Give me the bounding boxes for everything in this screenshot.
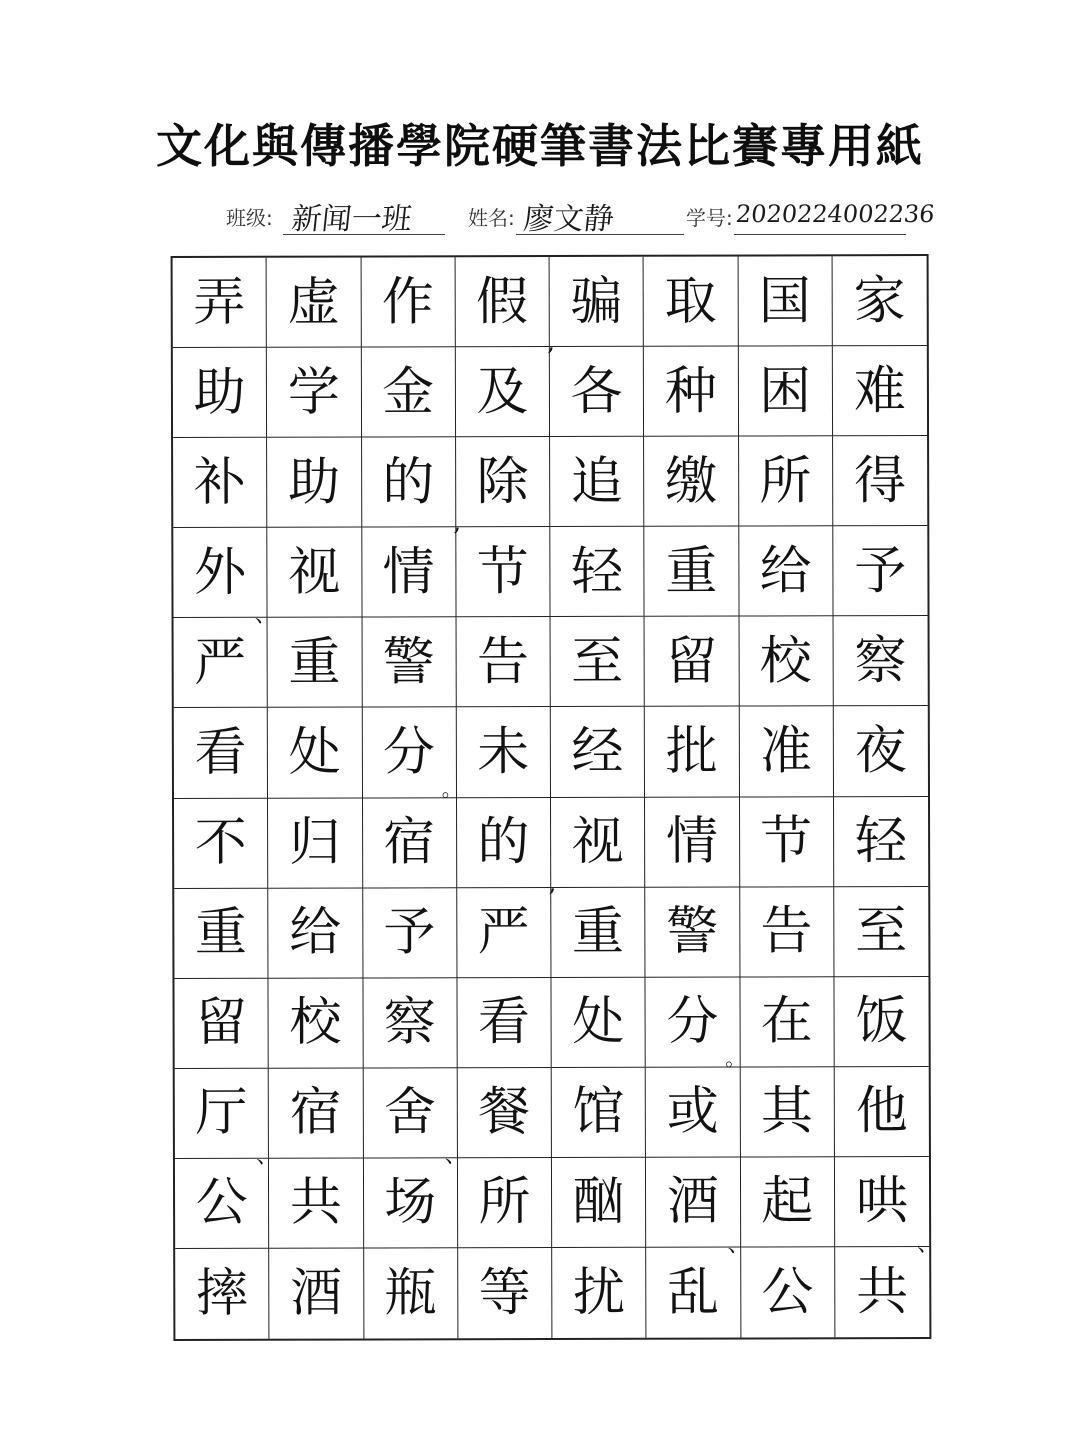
- grid-cell: [739, 617, 833, 707]
- handwritten-character: 节: [760, 811, 813, 872]
- handwritten-character: 扰: [572, 1262, 626, 1323]
- grid-cell: [362, 618, 456, 708]
- handwritten-character: 至: [571, 631, 624, 692]
- grid-cell: [362, 527, 456, 617]
- name-underline: [516, 234, 684, 235]
- handwritten-character: 共: [289, 1172, 343, 1234]
- grid-cell: [646, 1067, 740, 1157]
- grid-cell: [740, 887, 834, 977]
- grid-cell: [173, 258, 267, 348]
- handwritten-character: 告: [760, 901, 813, 962]
- handwritten-character: 哄: [855, 1171, 909, 1232]
- grid-cell: [457, 798, 557, 897]
- handwritten-character: 轻: [854, 811, 908, 872]
- grid-cell: [740, 1067, 834, 1157]
- grid-cell: [739, 527, 833, 617]
- name-label: 姓名:: [468, 206, 515, 230]
- handwritten-character: 瓶: [384, 1263, 437, 1324]
- grid-cell: [834, 797, 928, 887]
- handwritten-character: 重: [194, 902, 248, 964]
- student-info-row: [0, 192, 1080, 242]
- grid-cell: [551, 707, 645, 797]
- grid-cell: [458, 1158, 552, 1248]
- handwritten-character: 学: [287, 362, 340, 423]
- grid-cell: [738, 346, 832, 436]
- handwritten-character: 场: [384, 1172, 437, 1233]
- grid-cell: [364, 1248, 458, 1338]
- handwritten-character: 等: [478, 1263, 531, 1324]
- name-value: 廖文静: [521, 202, 616, 237]
- handwritten-character: 批: [665, 721, 718, 782]
- handwritten-character: 金: [381, 361, 435, 423]
- handwritten-character: 予: [854, 540, 907, 601]
- handwritten-character: 及: [476, 361, 529, 422]
- grid-cell: [269, 978, 363, 1068]
- handwritten-character: 宿: [383, 812, 436, 873]
- handwritten-character: 的: [382, 452, 435, 513]
- handwritten-character: 起: [761, 1171, 814, 1232]
- handwritten-character: 校: [759, 631, 812, 692]
- grid-cell: [173, 528, 277, 629]
- punctuation-mark: 、: [727, 1232, 750, 1258]
- handwritten-character: 种: [664, 361, 717, 422]
- handwritten-character: 告: [476, 631, 530, 693]
- student-id-underline: [734, 234, 906, 235]
- handwritten-character: 困: [758, 360, 812, 422]
- handwritten-character: 助: [193, 362, 246, 423]
- handwritten-character: 虚: [287, 272, 340, 333]
- handwritten-character: 难: [853, 360, 906, 421]
- handwritten-character: 分: [382, 722, 436, 783]
- grid-cell: [645, 617, 739, 707]
- handwritten-character: 骗: [570, 271, 623, 332]
- grid-cell: [268, 708, 362, 798]
- grid-cell: [552, 1068, 646, 1158]
- grid-cell: [741, 1247, 835, 1337]
- handwritten-character: 假: [475, 271, 529, 332]
- punctuation-mark: 、: [254, 603, 277, 629]
- grid-cell: [363, 888, 457, 978]
- grid-cell: [457, 888, 551, 978]
- handwritten-character: 分: [666, 991, 719, 1052]
- grid-cell: [361, 257, 455, 347]
- handwritten-character: 公: [761, 1262, 814, 1323]
- grid-cell: [551, 887, 645, 977]
- punctuation-mark: 、: [444, 1143, 467, 1169]
- handwritten-character: 严: [194, 632, 247, 693]
- grid-cell: [740, 977, 834, 1067]
- grid-cell: [834, 977, 928, 1067]
- grid-cell: [363, 1068, 467, 1169]
- punctuation-mark: 、: [917, 1231, 940, 1257]
- handwritten-character: 饭: [855, 991, 908, 1052]
- grid-cell: [550, 527, 644, 617]
- handwritten-character: 追: [570, 451, 623, 512]
- grid-cell: [268, 888, 362, 978]
- grid-cell: [362, 437, 462, 537]
- handwritten-character: 舍: [383, 1082, 437, 1143]
- punctuation-mark: ,: [453, 508, 462, 537]
- handwritten-character: 家: [853, 270, 906, 331]
- grid-cell: [174, 798, 268, 888]
- grid-cell: [267, 438, 361, 528]
- punctuation-mark: ,: [548, 868, 557, 897]
- handwritten-character: 缴: [664, 451, 718, 512]
- grid-cell: [175, 1159, 269, 1249]
- grid-cell: [834, 887, 928, 977]
- grid-cell: [362, 708, 462, 801]
- grid-cell: [269, 1068, 363, 1158]
- handwritten-character: 得: [853, 450, 907, 511]
- handwritten-character: 补: [193, 452, 246, 513]
- grid-cell: [833, 616, 927, 706]
- grid-cell: [174, 888, 268, 978]
- grid-cell: [835, 1157, 940, 1257]
- handwritten-character: 助: [287, 452, 341, 513]
- handwritten-character: 察: [383, 992, 436, 1053]
- grid-cell: [645, 797, 739, 887]
- grid-cell: [645, 707, 739, 797]
- grid-cell: [646, 977, 746, 1071]
- handwritten-character: 归: [288, 812, 342, 873]
- handwritten-character: 处: [572, 992, 625, 1053]
- handwritten-character: 宿: [289, 1082, 342, 1143]
- grid-cell: [269, 1158, 363, 1248]
- handwritten-character: 未: [477, 722, 530, 783]
- student-id-label: 学号:: [686, 206, 733, 230]
- grid-cell: [456, 437, 550, 527]
- handwritten-character: 馆: [572, 1082, 625, 1143]
- grid-cell: [174, 708, 268, 798]
- handwritten-character: 国: [758, 270, 811, 331]
- grid-cell: [739, 436, 833, 526]
- grid-cell: [645, 527, 739, 617]
- grid-cell: [269, 1248, 363, 1338]
- grid-cell: [458, 1248, 552, 1338]
- handwritten-character: 重: [288, 632, 341, 693]
- grid-cell: [739, 797, 833, 887]
- grid-cell: [175, 1249, 269, 1339]
- grid-cell: [267, 348, 361, 438]
- grid-cell: [456, 347, 550, 437]
- grid-cell: [646, 1157, 750, 1258]
- handwritten-character: 所: [478, 1172, 531, 1233]
- handwritten-character: 酗: [572, 1172, 625, 1233]
- grid-cell: [173, 438, 267, 528]
- handwritten-character: 除: [476, 451, 529, 512]
- handwritten-character: 看: [194, 722, 247, 783]
- handwritten-character: 共: [856, 1262, 909, 1323]
- grid-cell: [551, 617, 645, 707]
- grid-cell: [552, 1158, 646, 1248]
- handwritten-character: 留: [195, 992, 248, 1054]
- handwritten-character: 视: [571, 811, 624, 872]
- sheet-title: 文化與傳播學院硬筆書法比賽專用紙: [156, 119, 924, 173]
- grid-cell: [644, 257, 738, 347]
- grid-cell: [174, 618, 268, 708]
- handwritten-character: 取: [664, 271, 717, 332]
- grid-cell: [551, 797, 645, 887]
- grid-cell: [551, 977, 645, 1067]
- handwritten-character: 警: [382, 632, 435, 693]
- grid-cell: [833, 346, 927, 436]
- handwritten-character: 给: [759, 541, 812, 602]
- handwritten-character: 乱: [667, 1262, 720, 1323]
- handwritten-character: 经: [571, 721, 624, 782]
- handwritten-character: 外: [193, 542, 247, 603]
- grid-cell: [552, 1248, 646, 1338]
- handwritten-character: 所: [759, 451, 812, 512]
- class-underline: [283, 234, 445, 235]
- grid-cell: [268, 618, 362, 708]
- handwritten-character: 情: [382, 542, 435, 603]
- handwritten-character: 察: [854, 630, 907, 692]
- handwritten-character: 看: [477, 992, 531, 1053]
- punctuation-mark: 。: [725, 1046, 746, 1071]
- grid-cell: [646, 1247, 740, 1337]
- punctuation-mark: ,: [547, 328, 555, 357]
- handwritten-character: 处: [288, 722, 341, 783]
- handwritten-character: 酒: [290, 1263, 343, 1324]
- grid-cell: [833, 436, 927, 526]
- student-id-value: 2020224002236: [734, 200, 936, 228]
- handwritten-character: 厅: [195, 1083, 248, 1144]
- grid-cell: [268, 798, 362, 888]
- grid-cell: [644, 347, 738, 437]
- handwritten-character: 重: [665, 541, 718, 602]
- handwritten-character: 至: [855, 901, 908, 962]
- handwritten-character: 留: [665, 631, 718, 692]
- punctuation-mark: 、: [256, 1143, 279, 1169]
- handwritten-character: 轻: [570, 541, 624, 602]
- punctuation-mark: 。: [441, 776, 462, 801]
- grid-cell: [739, 707, 833, 797]
- handwritten-character: 严: [477, 902, 530, 963]
- handwritten-character: 或: [666, 1081, 719, 1142]
- handwritten-character: 情: [665, 811, 719, 872]
- handwritten-character: 各: [570, 361, 623, 422]
- handwritten-character: 准: [759, 721, 813, 782]
- handwritten-character: 重: [571, 901, 625, 963]
- handwritten-character: 视: [288, 542, 341, 603]
- handwritten-character: 他: [855, 1081, 908, 1142]
- handwritten-character: 给: [289, 902, 342, 963]
- grid-cell: [363, 798, 457, 888]
- grid-cell: [455, 257, 555, 357]
- grid-cell: [363, 978, 457, 1068]
- grid-cell: [550, 437, 644, 527]
- grid-cell: [363, 1158, 457, 1248]
- class-label: 班级:: [226, 206, 273, 230]
- grid-cell: [457, 1068, 551, 1158]
- handwritten-character: 弄: [193, 272, 246, 333]
- grid-cell: [550, 257, 644, 347]
- handwritten-character: 的: [477, 812, 530, 873]
- grid-cell: [175, 1068, 279, 1169]
- handwritten-character: 酒: [666, 1171, 720, 1233]
- handwritten-character: 餐: [478, 1082, 531, 1143]
- grid-cell: [174, 978, 268, 1068]
- grid-cell: [268, 528, 362, 618]
- grid-cell: [550, 347, 644, 437]
- grid-cell: [361, 347, 455, 437]
- handwritten-character: 作: [381, 271, 434, 332]
- grid-cell: [456, 527, 550, 617]
- grid-cell: [834, 1067, 928, 1157]
- handwritten-character: 摔: [195, 1263, 249, 1324]
- grid-cell: [457, 978, 551, 1068]
- writing-grid: [171, 254, 940, 1341]
- handwritten-character: 其: [760, 1081, 814, 1142]
- grid-cell: [173, 348, 267, 438]
- grid-cell: [267, 257, 361, 347]
- grid-cell: [457, 707, 551, 797]
- handwritten-character: 警: [666, 901, 719, 962]
- grid-cell: [738, 256, 832, 346]
- grid-cell: [645, 887, 739, 977]
- handwritten-character: 不: [194, 812, 247, 873]
- grid-cell: [644, 437, 738, 527]
- grid-cell: [835, 1247, 929, 1337]
- handwritten-character: 在: [760, 991, 813, 1052]
- handwritten-character: 夜: [854, 721, 907, 782]
- class-value: 新闻一班: [289, 202, 414, 237]
- grid-cell: [456, 617, 550, 707]
- grid-cell: [834, 706, 928, 796]
- handwritten-character: 予: [383, 902, 436, 963]
- grid-cell: [832, 256, 926, 346]
- handwritten-character: 校: [289, 992, 342, 1053]
- grid-cell: [740, 1157, 834, 1247]
- handwritten-character: 节: [476, 541, 529, 602]
- handwritten-character: 公: [195, 1173, 248, 1234]
- grid-cell: [833, 526, 927, 616]
